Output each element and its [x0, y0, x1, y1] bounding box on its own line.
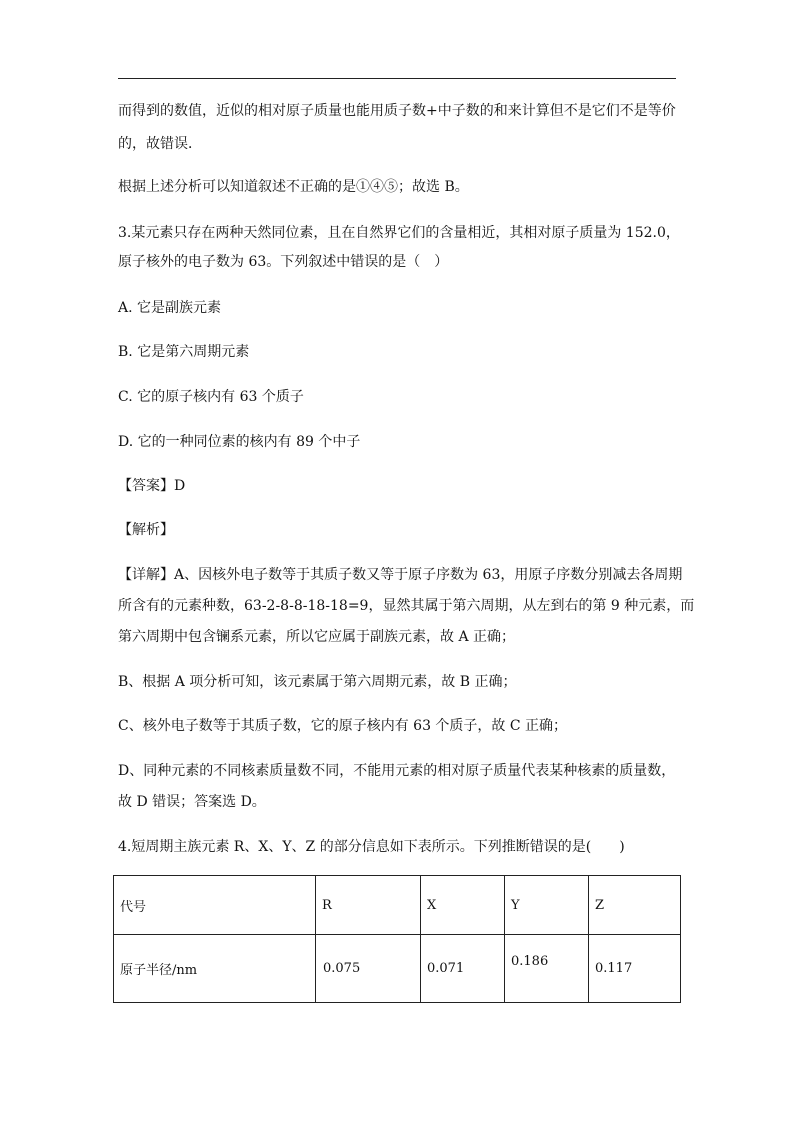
question-3-stem: 原子核外的电子数为 63。下列叙述中错误的是（ ） — [118, 254, 449, 270]
table-cell: 0.117 — [589, 935, 681, 1003]
option-c: C. 它的原子核内有 63 个质子 — [118, 389, 304, 405]
detail-line: 【详解】A、因核外电子数等于其质子数又等于原子序数为 63，用原子序数分别减去各周期 — [118, 567, 683, 583]
conclusion-line: 根据上述分析可以知道叙述不正确的是①④⑤；故选 B。 — [118, 179, 469, 195]
option-b: B. 它是第六周期元素 — [118, 344, 250, 360]
table-header-row — [114, 876, 681, 935]
answer-label: 【答案】D — [118, 478, 186, 494]
explanation-d: D、同种元素的不同核素质量数不同，不能用元素的相对原子质量代表某种核素的质量数， — [118, 763, 676, 779]
detail-line: 第六周期中包含镧系元素，所以它应属于副族元素，故 A 正确； — [118, 629, 516, 645]
detail-line: 所含有的元素种数，63-2-8-8-18-18=9，显然其属于第六周期，从左到右的第 9 种元素，而 — [118, 598, 695, 614]
question-4-stem: 4.短周期主族元素 R、X、Y、Z 的部分信息如下表所示。下列推断错误的是( ) — [118, 839, 625, 855]
option-d: D. 它的一种同位素的核内有 89 个中子 — [118, 434, 361, 450]
element-info-table — [113, 875, 681, 1003]
table-cell: 原子半径/nm — [114, 935, 316, 1003]
table-cell: X — [421, 876, 505, 935]
table-cell: 0.071 — [421, 935, 505, 1003]
question-3-stem: 3.某元素只存在两种天然同位素，且在自然界它们的含量相近，其相对原子质量为 152.0， — [118, 225, 680, 241]
paragraph-line: 而得到的数值，近似的相对原子质量也能用质子数+中子数的和来计算但不是它们不是等价 — [118, 103, 676, 119]
option-a: A. 它是副族元素 — [118, 300, 222, 316]
explanation-b: B、根据 A 项分析可知，该元素属于第六周期元素，故 B 正确； — [118, 674, 517, 690]
table-row — [114, 935, 681, 1003]
table-cell: Z — [589, 876, 681, 935]
analysis-label: 【解析】 — [118, 522, 174, 538]
table-cell: 代号 — [114, 876, 316, 935]
table-cell: 0.075 — [316, 935, 421, 1003]
table-cell — [505, 935, 589, 1003]
explanation-c: C、核外电子数等于其质子数，它的原子核内有 63 个质子，故 C 正确； — [118, 718, 568, 734]
table-cell: Y — [505, 876, 589, 935]
table-cell: R — [316, 876, 421, 935]
header-rule — [118, 78, 676, 79]
explanation-d: 故 D 错误；答案选 D。 — [118, 794, 266, 810]
paragraph-line: 的，故错误． — [118, 136, 202, 152]
table-cell-value: 0.186 — [511, 954, 549, 969]
